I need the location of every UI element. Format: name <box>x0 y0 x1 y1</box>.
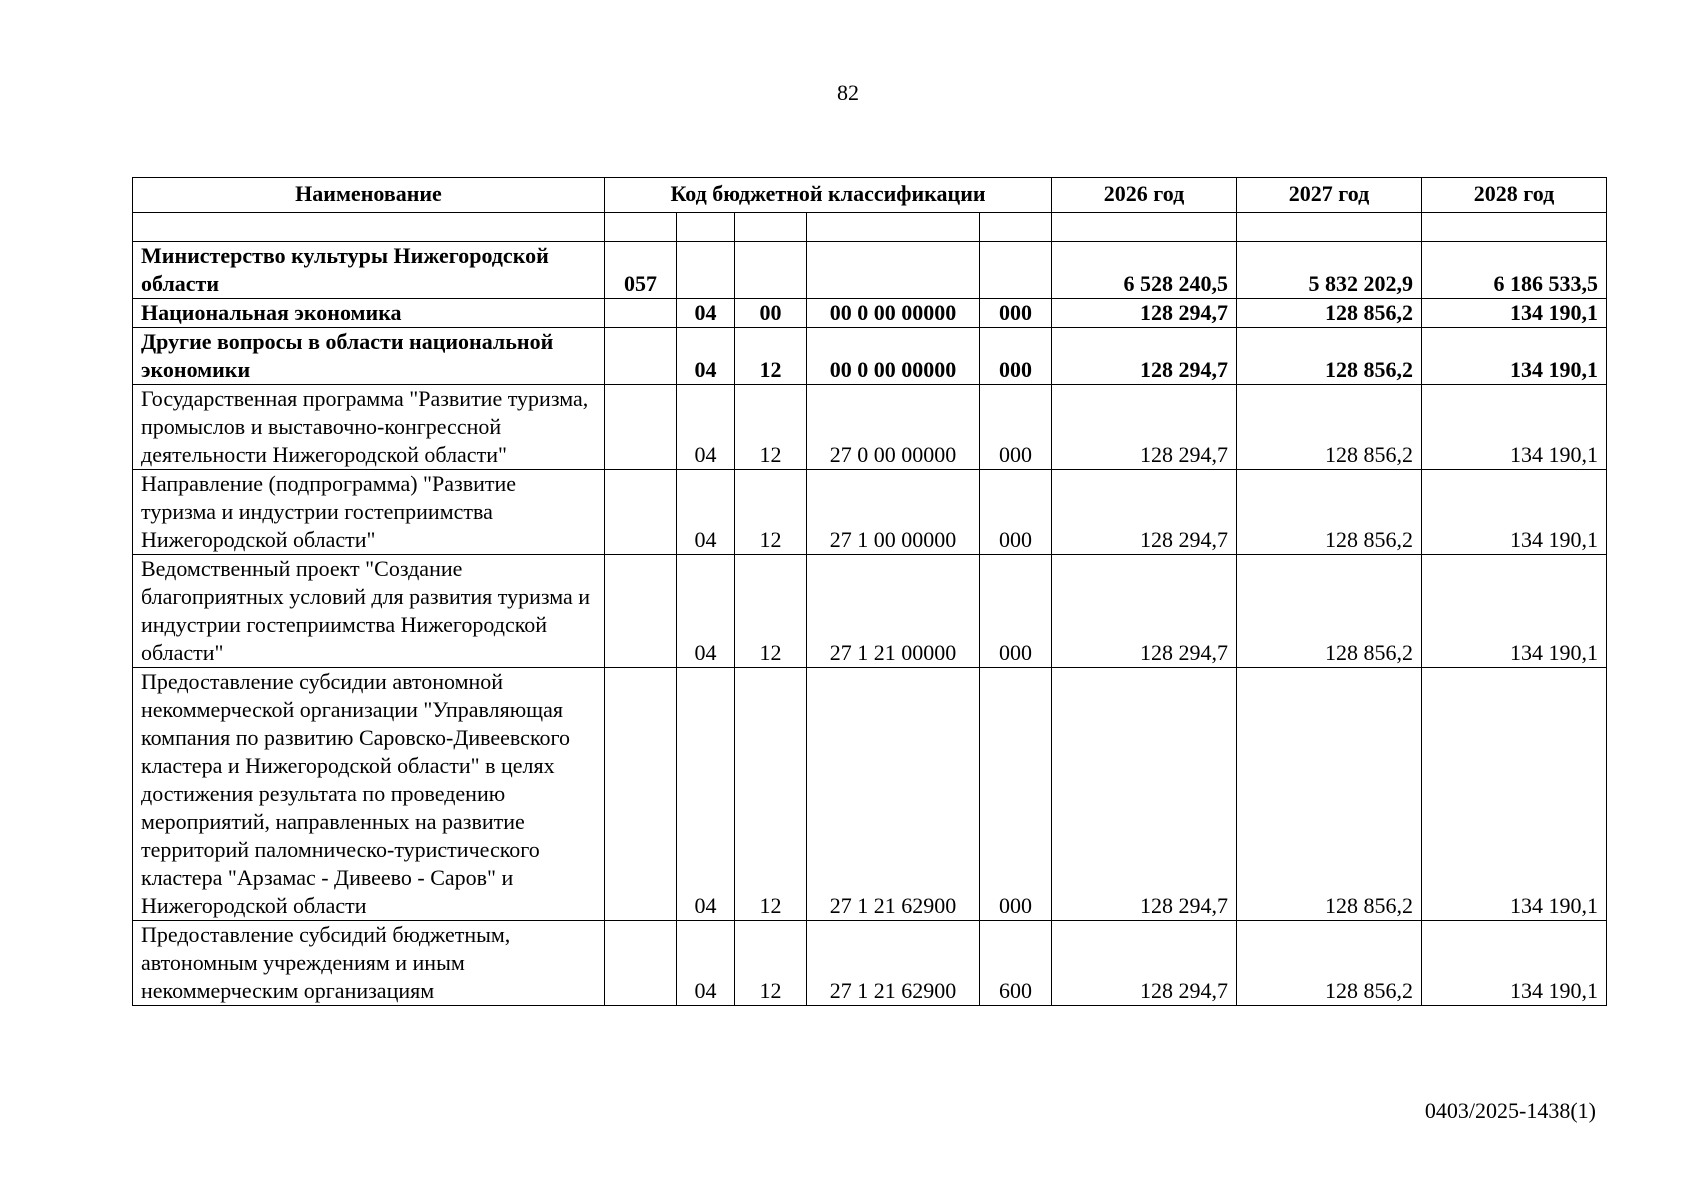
subsection-code: 12 <box>735 555 807 668</box>
value-2028: 134 190,1 <box>1422 921 1607 1006</box>
row-name: Министерство культуры Нижегородской области <box>133 242 605 299</box>
section-code: 04 <box>677 385 735 470</box>
ministry-code: 057 <box>605 242 677 299</box>
value-2026: 128 294,7 <box>1052 470 1237 555</box>
ministry-code <box>605 668 677 921</box>
value-2026: 128 294,7 <box>1052 555 1237 668</box>
expense-code: 000 <box>980 555 1052 668</box>
expense-code: 000 <box>980 470 1052 555</box>
ministry-code <box>605 328 677 385</box>
section-code: 04 <box>677 299 735 328</box>
value-2028: 6 186 533,5 <box>1422 242 1607 299</box>
value-2027: 128 856,2 <box>1237 328 1422 385</box>
table-row <box>133 921 1607 1006</box>
section-code: 04 <box>677 921 735 1006</box>
value-2027: 5 832 202,9 <box>1237 242 1422 299</box>
table-row <box>133 470 1607 555</box>
value-2027: 128 856,2 <box>1237 385 1422 470</box>
table-row <box>133 555 1607 668</box>
subsection-code: 12 <box>735 328 807 385</box>
value-2028: 134 190,1 <box>1422 385 1607 470</box>
expense-code: 000 <box>980 668 1052 921</box>
subsection-code: 12 <box>735 385 807 470</box>
target-code: 27 0 00 00000 <box>807 385 980 470</box>
ministry-code <box>605 555 677 668</box>
target-code <box>807 242 980 299</box>
row-name: Направление (подпрограмма) "Развитие туризма и индустрии гостеприимства Нижегородской области" <box>133 470 605 555</box>
ministry-code <box>605 921 677 1006</box>
value-2027: 128 856,2 <box>1237 555 1422 668</box>
document-code: 0403/2025-1438(1) <box>1424 1098 1596 1123</box>
value-2026: 128 294,7 <box>1052 921 1237 1006</box>
value-2028: 134 190,1 <box>1422 299 1607 328</box>
subsection-code: 12 <box>735 921 807 1006</box>
value-2026: 128 294,7 <box>1052 299 1237 328</box>
ministry-code <box>605 470 677 555</box>
table-row <box>133 385 1607 470</box>
target-code: 27 1 21 62900 <box>807 668 980 921</box>
column-header-name: Наименование <box>133 178 605 213</box>
budget-table <box>132 177 1607 1006</box>
table-row <box>133 242 1607 299</box>
value-2026: 128 294,7 <box>1052 328 1237 385</box>
value-2028: 134 190,1 <box>1422 668 1607 921</box>
section-code: 04 <box>677 328 735 385</box>
expense-code <box>980 242 1052 299</box>
ministry-code <box>605 385 677 470</box>
value-2027: 128 856,2 <box>1237 921 1422 1006</box>
section-code: 04 <box>677 470 735 555</box>
value-2026: 6 528 240,5 <box>1052 242 1237 299</box>
table-row <box>133 299 1607 328</box>
target-code: 00 0 00 00000 <box>807 299 980 328</box>
target-code: 27 1 21 62900 <box>807 921 980 1006</box>
target-code: 27 1 00 00000 <box>807 470 980 555</box>
column-header-2028: 2028 год <box>1422 178 1607 213</box>
value-2028: 134 190,1 <box>1422 555 1607 668</box>
subsection-code <box>735 242 807 299</box>
table-row <box>133 668 1607 921</box>
table-header-row <box>133 178 1607 213</box>
section-code: 04 <box>677 555 735 668</box>
value-2028: 134 190,1 <box>1422 328 1607 385</box>
column-header-2026: 2026 год <box>1052 178 1237 213</box>
table-subheader-row <box>133 213 1607 242</box>
subsection-code: 12 <box>735 668 807 921</box>
subsection-code: 00 <box>735 299 807 328</box>
expense-code: 000 <box>980 385 1052 470</box>
row-name: Национальная экономика <box>133 299 605 328</box>
ministry-code <box>605 299 677 328</box>
subsection-code: 12 <box>735 470 807 555</box>
target-code: 27 1 21 00000 <box>807 555 980 668</box>
value-2027: 128 856,2 <box>1237 470 1422 555</box>
row-name: Ведомственный проект "Создание благоприятных условий для развития туризма и индустрии гостеприимства Нижегородской области" <box>133 555 605 668</box>
value-2027: 128 856,2 <box>1237 668 1422 921</box>
value-2026: 128 294,7 <box>1052 668 1237 921</box>
value-2028: 134 190,1 <box>1422 470 1607 555</box>
value-2026: 128 294,7 <box>1052 385 1237 470</box>
column-header-code: Код бюджетной классификации <box>605 178 1052 213</box>
target-code: 00 0 00 00000 <box>807 328 980 385</box>
expense-code: 600 <box>980 921 1052 1006</box>
expense-code: 000 <box>980 328 1052 385</box>
column-header-2027: 2027 год <box>1237 178 1422 213</box>
row-name: Предоставление субсидии автономной некоммерческой организации "Управляющая компания по развитию Саровско-Дивеевского кластера и Нижегородской области" в целях достижения результата по проведению мероприятий, направленных на развитие территорий паломническо-туристического кластера "Арзамас - Дивеево - Саров" и Нижегородской области <box>133 668 605 921</box>
table-row <box>133 328 1607 385</box>
expense-code: 000 <box>980 299 1052 328</box>
row-name: Предоставление субсидий бюджетным, автономным учреждениям и иным некоммерческим организациям <box>133 921 605 1006</box>
value-2027: 128 856,2 <box>1237 299 1422 328</box>
row-name: Государственная программа "Развитие туризма, промыслов и выставочно-конгрессной деятельности Нижегородской области" <box>133 385 605 470</box>
section-code <box>677 242 735 299</box>
page-number: 82 <box>837 80 859 105</box>
row-name: Другие вопросы в области национальной экономики <box>133 328 605 385</box>
section-code: 04 <box>677 668 735 921</box>
